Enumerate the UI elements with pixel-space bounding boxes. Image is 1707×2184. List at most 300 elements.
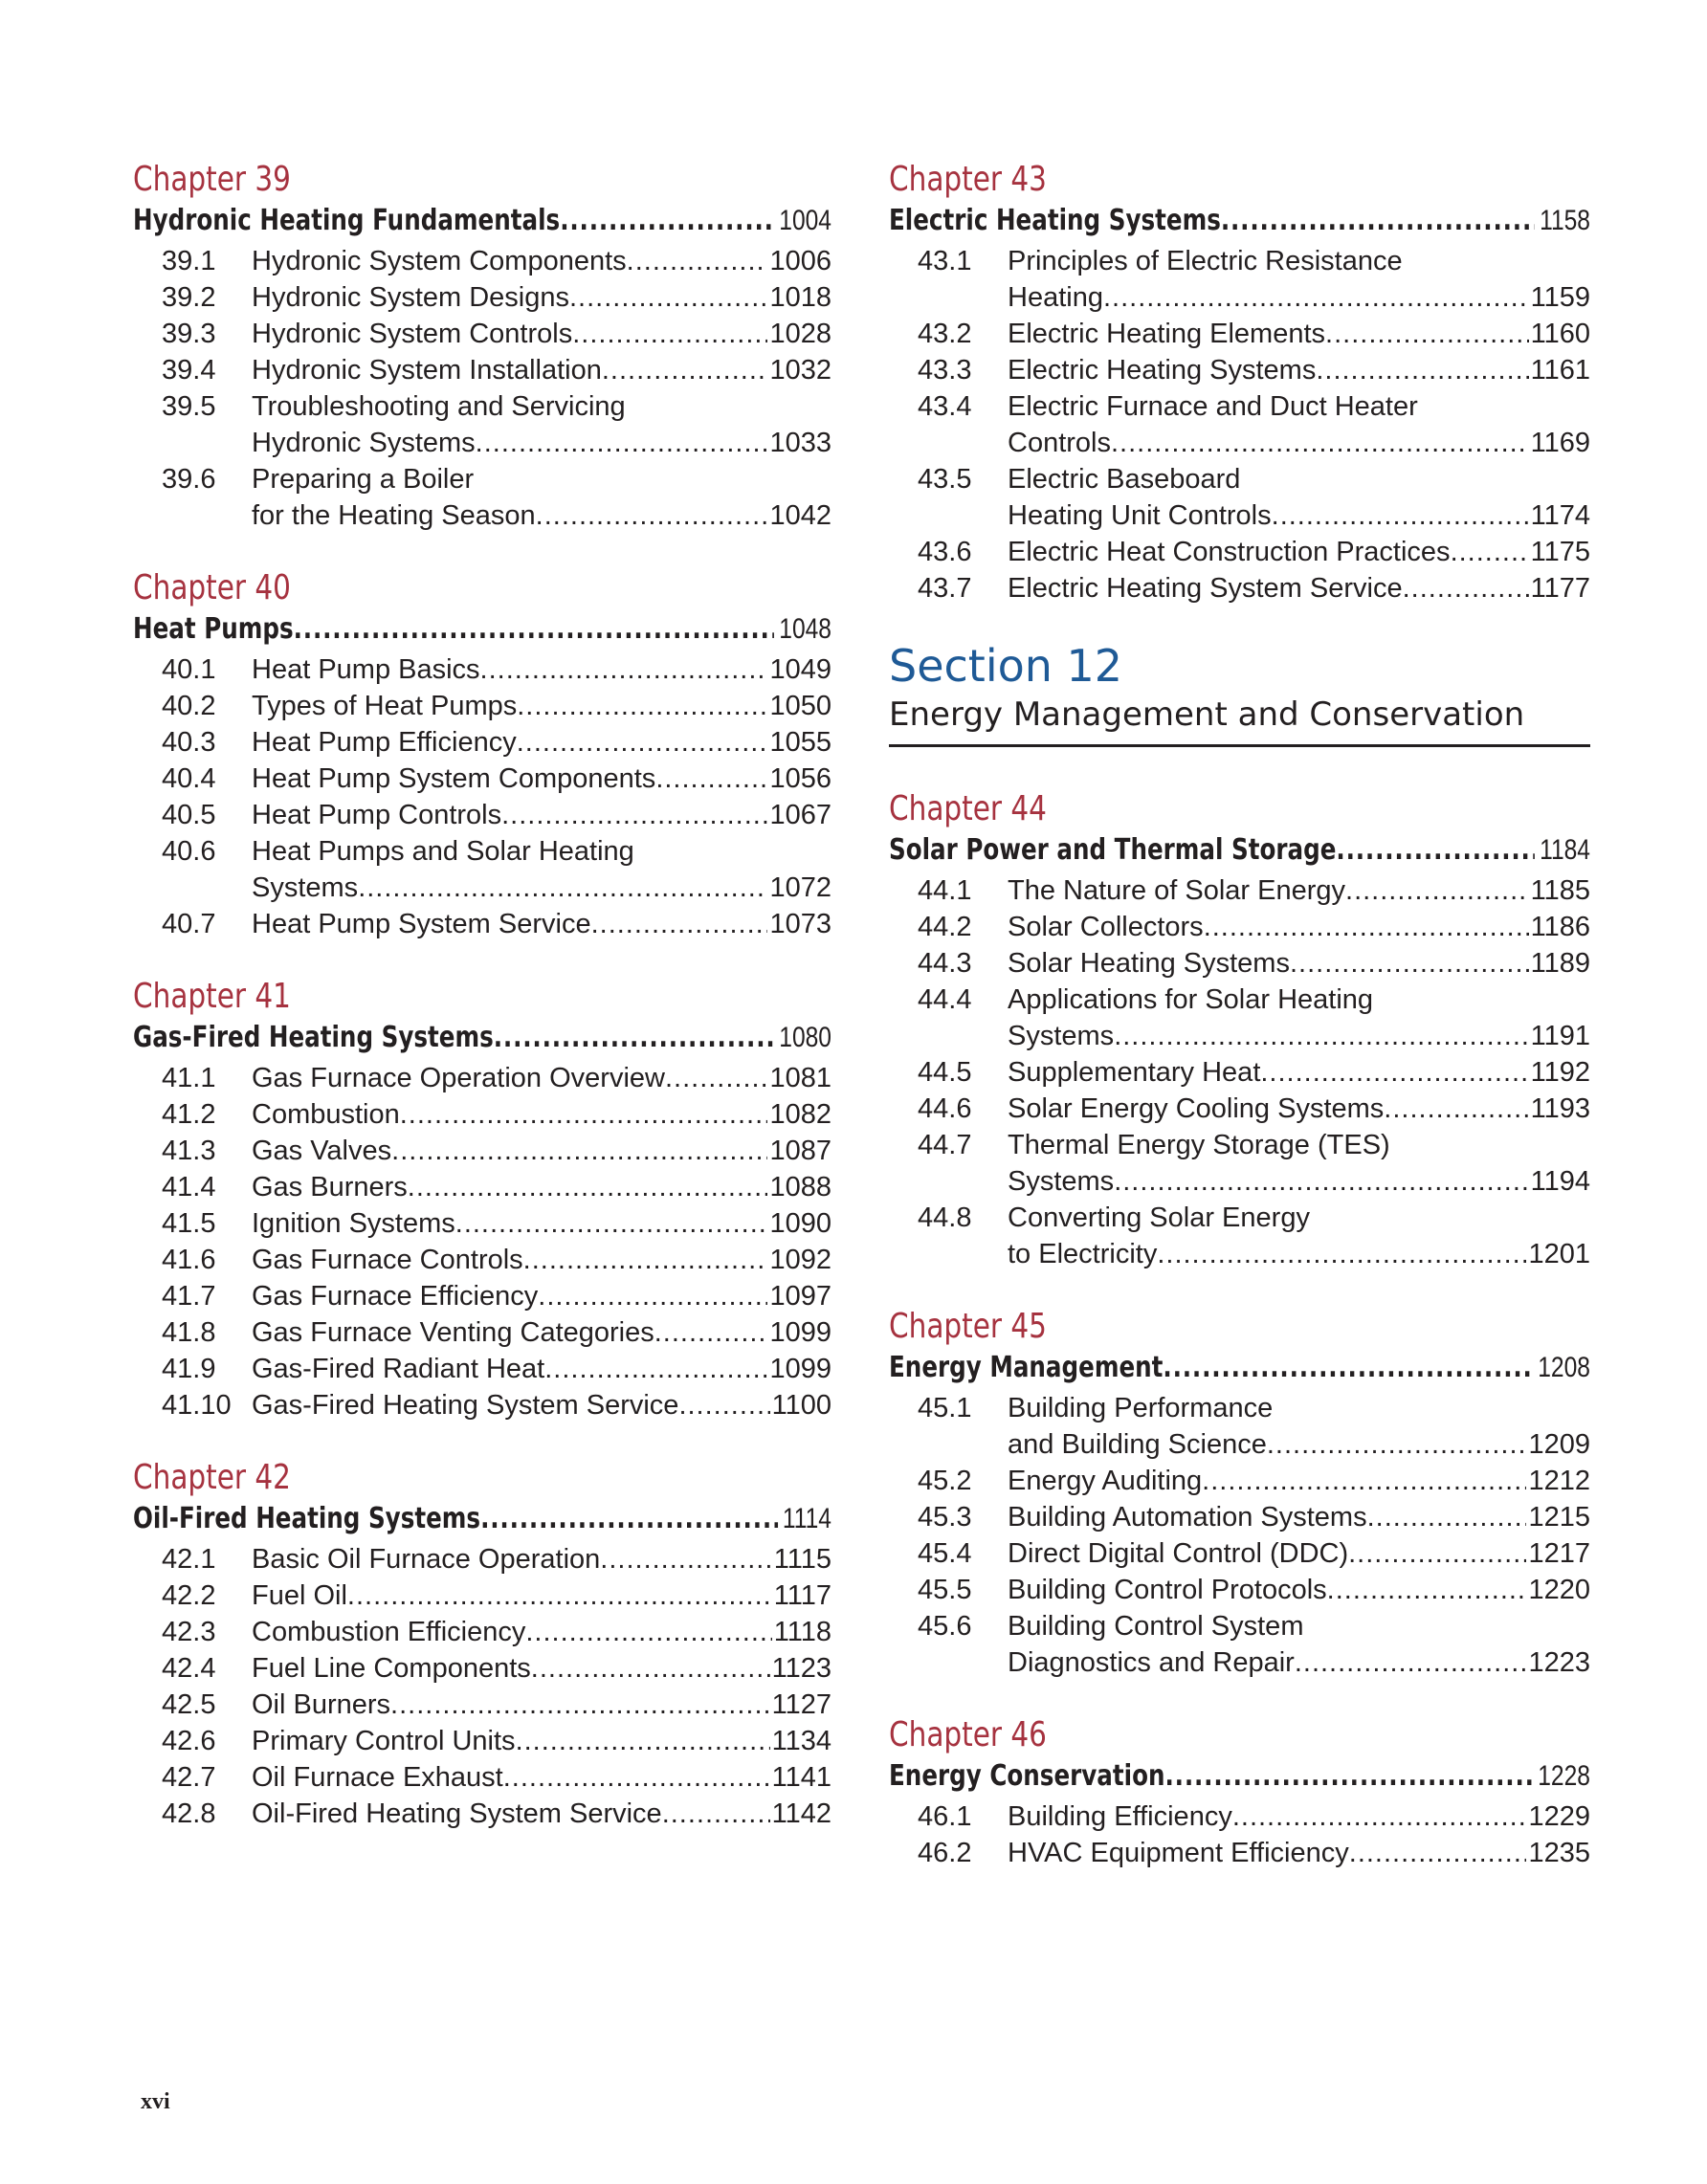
chapter-entries [889, 872, 1590, 1272]
entry-line [1008, 1798, 1590, 1835]
entry-line [252, 651, 831, 688]
entry-title: Gas-Fired Radiant Heat [252, 1354, 545, 1384]
chapter-title: Oil-Fired Heating Systems [133, 1502, 481, 1535]
toc-entry [133, 1169, 831, 1205]
entry-body [1008, 1535, 1590, 1572]
dot-leader [408, 1169, 768, 1205]
entry-number: 42.7 [162, 1762, 216, 1793]
entry-body [1008, 872, 1590, 909]
entry-page-number: 1142 [771, 1798, 831, 1829]
entry-page-number: 1088 [769, 1172, 831, 1202]
toc-entry [133, 316, 831, 352]
entry-page-number: 1159 [1530, 282, 1590, 313]
entry-page-number: 1229 [1528, 1801, 1590, 1832]
dot-leader [654, 1314, 768, 1351]
dot-leader [655, 761, 767, 797]
toc-entry [889, 316, 1590, 352]
dot-leader [600, 1541, 772, 1577]
entry-body [1008, 909, 1590, 945]
dot-leader [1336, 831, 1535, 870]
entry-number: 44.8 [918, 1202, 972, 1233]
entry-body [1008, 1200, 1590, 1272]
entry-page-number: 1174 [1530, 500, 1590, 531]
dot-leader [1345, 872, 1529, 909]
entry-title: Hydronic System Components [252, 246, 627, 276]
entry-number: 41.5 [162, 1208, 216, 1239]
entry-line [252, 1314, 831, 1351]
entry-title: Gas-Fired Heating System Service [252, 1390, 679, 1421]
entry-number: 42.2 [162, 1580, 216, 1611]
entry-body [1008, 1608, 1590, 1681]
entry-page-number: 1194 [1530, 1166, 1590, 1197]
chapter-title: Energy Management [889, 1351, 1164, 1384]
entry-line [1008, 945, 1590, 982]
toc-entry [889, 1572, 1590, 1608]
toc-entry [133, 1796, 831, 1832]
toc-entry [889, 1608, 1590, 1681]
entry-page-number: 1115 [773, 1544, 831, 1575]
entry-page-number: 1056 [769, 763, 831, 794]
chapter-entries [133, 1060, 831, 1423]
dot-leader [1290, 945, 1529, 982]
entry-body [1008, 388, 1590, 461]
dot-leader [1165, 1757, 1534, 1796]
dot-leader [1114, 1163, 1528, 1200]
entry-line [1008, 316, 1590, 352]
toc-entry [889, 570, 1590, 607]
dot-leader [525, 1614, 771, 1650]
entry-number: 45.1 [918, 1393, 972, 1423]
dot-leader [602, 352, 768, 388]
dot-leader [1325, 316, 1529, 352]
entry-body [1008, 316, 1590, 352]
chapter-block [889, 787, 1590, 1272]
entry-title: Supplementary Heat [1008, 1057, 1261, 1088]
dot-leader [1384, 1091, 1528, 1127]
entry-body [252, 352, 831, 388]
entry-title: Combustion Efficiency [252, 1617, 526, 1647]
entry-title: Ignition Systems [252, 1208, 455, 1239]
entry-body [252, 279, 831, 316]
chapter-title: Gas-Fired Heating Systems [133, 1021, 494, 1054]
dot-leader [678, 1387, 769, 1423]
chapter-title-line [889, 1757, 1590, 1796]
entry-title: Electric Heat Construction Practices [1008, 537, 1451, 567]
right-column [889, 158, 1590, 1904]
entry-page-number: 1217 [1528, 1538, 1590, 1569]
dot-leader [517, 688, 767, 724]
entry-body [252, 651, 831, 688]
chapter-heading: Chapter 45 [889, 1307, 1047, 1346]
toc-entry [133, 651, 831, 688]
entry-number: 39.4 [162, 355, 216, 386]
entry-number: 40.7 [162, 909, 216, 939]
entry-body [252, 243, 831, 279]
dot-leader [1114, 1018, 1528, 1054]
entry-number: 41.4 [162, 1172, 216, 1202]
entry-title: Heat Pumps and Solar Heating [252, 836, 634, 867]
entry-number: 40.5 [162, 800, 216, 830]
entry-number: 39.1 [162, 246, 216, 276]
entry-title: Solar Heating Systems [1008, 948, 1290, 979]
entry-number: 40.1 [162, 654, 216, 685]
dot-leader [1367, 1499, 1527, 1535]
entry-page-number: 1215 [1528, 1502, 1590, 1533]
entry-line [1008, 1463, 1590, 1499]
entry-line [1008, 1236, 1590, 1272]
entry-line [252, 1242, 831, 1278]
entry-number: 42.6 [162, 1726, 216, 1756]
entry-page-number: 1127 [771, 1689, 831, 1720]
dot-leader [1267, 1426, 1527, 1463]
toc-entry [889, 1127, 1590, 1200]
entry-line [252, 1278, 831, 1314]
dot-leader [347, 1577, 772, 1614]
chapter-entries [133, 243, 831, 534]
dot-leader [516, 1723, 770, 1759]
entry-line [1008, 279, 1590, 316]
entry-number: 41.9 [162, 1354, 216, 1384]
entry-title: Troubleshooting and Servicing [252, 391, 626, 422]
entry-number: 41.3 [162, 1136, 216, 1166]
entry-title: and Building Science [1008, 1429, 1267, 1460]
entry-line [252, 1205, 831, 1242]
entry-page-number: 1185 [1530, 875, 1590, 906]
entry-number: 44.4 [918, 984, 972, 1015]
entry-body [1008, 1127, 1590, 1200]
entry-title: to Electricity [1008, 1239, 1158, 1269]
dot-leader [1157, 1236, 1526, 1272]
entry-number: 43.6 [918, 537, 972, 567]
entry-body [252, 316, 831, 352]
chapter-page-number: 1048 [779, 613, 831, 645]
entry-title: Building Control Protocols [1008, 1575, 1327, 1605]
entry-body [252, 906, 831, 942]
entry-line [252, 1687, 831, 1723]
dot-leader [455, 1205, 768, 1242]
entry-title: Converting Solar Energy [1008, 1202, 1310, 1233]
entry-body [252, 1242, 831, 1278]
entry-body [252, 388, 831, 461]
toc-entry [889, 1054, 1590, 1091]
entry-line [252, 1096, 831, 1133]
entry-body [252, 1205, 831, 1242]
entry-line [1008, 1127, 1590, 1163]
entry-body [252, 1796, 831, 1832]
entry-body [1008, 1390, 1590, 1463]
dot-leader [390, 1687, 770, 1723]
entry-page-number: 1192 [1530, 1057, 1590, 1088]
chapter-entries [133, 1541, 831, 1832]
chapter-entries [889, 243, 1590, 607]
entry-title: Applications for Solar Heating [1008, 984, 1374, 1015]
entry-line [252, 1060, 831, 1096]
entry-line [252, 1351, 831, 1387]
entry-body [252, 1687, 831, 1723]
dot-leader [358, 870, 767, 906]
toc-entry [133, 1314, 831, 1351]
toc-entry [889, 1535, 1590, 1572]
entry-title: Gas Furnace Operation Overview [252, 1063, 665, 1093]
entry-body [1008, 982, 1590, 1054]
entry-number: 43.3 [918, 355, 972, 386]
toc-entry [133, 279, 831, 316]
toc-entry [133, 1723, 831, 1759]
entry-title: Systems [252, 872, 359, 903]
entry-body [252, 461, 831, 534]
entry-page-number: 1099 [769, 1317, 831, 1348]
entry-title: Primary Control Units [252, 1726, 516, 1756]
entry-line [1008, 909, 1590, 945]
entry-body [252, 1314, 831, 1351]
entry-body [252, 1650, 831, 1687]
dot-leader [501, 797, 767, 833]
entry-number: 42.8 [162, 1798, 216, 1829]
entry-title: Hydronic Systems [252, 428, 476, 458]
entry-body [1008, 1798, 1590, 1835]
entry-title: Hydronic System Designs [252, 282, 569, 313]
entry-page-number: 1223 [1528, 1647, 1590, 1678]
entry-number: 45.3 [918, 1502, 972, 1533]
dot-leader [544, 1351, 767, 1387]
entry-number: 45.4 [918, 1538, 972, 1569]
dot-leader [1327, 1572, 1527, 1608]
entry-page-number: 1042 [769, 500, 831, 531]
dot-leader [560, 202, 774, 240]
entry-body [252, 761, 831, 797]
chapter-heading: Chapter 46 [889, 1715, 1047, 1754]
entry-body [1008, 461, 1590, 534]
entry-number: 43.4 [918, 391, 972, 422]
chapter-block [133, 975, 831, 1423]
entry-body [252, 1759, 831, 1796]
entry-page-number: 1049 [769, 654, 831, 685]
entry-page-number: 1072 [769, 872, 831, 903]
left-column [133, 158, 831, 1864]
entry-line [1008, 1608, 1590, 1644]
entry-line [252, 1650, 831, 1687]
entry-title: Thermal Energy Storage (TES) [1008, 1130, 1390, 1160]
entry-page-number: 1235 [1528, 1838, 1590, 1868]
dot-leader [1272, 497, 1529, 534]
dot-leader [1316, 352, 1528, 388]
dot-leader [1232, 1798, 1527, 1835]
entry-title: Gas Furnace Venting Categories [252, 1317, 654, 1348]
chapter-page-number: 1080 [779, 1022, 831, 1053]
entry-line [252, 1759, 831, 1796]
entry-title: for the Heating Season [252, 500, 536, 531]
dot-leader [503, 1759, 770, 1796]
entry-number: 41.7 [162, 1281, 216, 1312]
entry-line [1008, 1018, 1590, 1054]
entry-body [252, 1096, 831, 1133]
entry-line [1008, 1200, 1590, 1236]
toc-entry [133, 833, 831, 906]
entry-body [252, 1614, 831, 1650]
toc-entry [133, 1759, 831, 1796]
entry-title: Oil Burners [252, 1689, 391, 1720]
entry-line [252, 906, 831, 942]
toc-entry [889, 243, 1590, 316]
entry-body [1008, 1091, 1590, 1127]
dot-leader [665, 1060, 768, 1096]
entry-line [1008, 425, 1590, 461]
chapter-heading: Chapter 41 [133, 977, 291, 1016]
entry-body [252, 1723, 831, 1759]
entry-number: 46.1 [918, 1801, 972, 1832]
entry-number: 41.6 [162, 1245, 216, 1275]
dot-leader [1295, 1644, 1527, 1681]
entry-page-number: 1175 [1530, 537, 1590, 567]
entry-line [1008, 1091, 1590, 1127]
toc-entry [889, 461, 1590, 534]
chapter-block [133, 566, 831, 942]
dot-leader [1221, 202, 1535, 240]
entry-body [1008, 1835, 1590, 1871]
dot-leader [1451, 534, 1529, 570]
chapter-block [133, 1456, 831, 1832]
entry-line [1008, 1835, 1590, 1871]
entry-line [1008, 461, 1590, 497]
entry-body [1008, 352, 1590, 388]
entry-number: 43.2 [918, 319, 972, 349]
toc-entry [133, 1614, 831, 1650]
entry-line [1008, 352, 1590, 388]
chapter-block [889, 1713, 1590, 1871]
entry-page-number: 1189 [1530, 948, 1590, 979]
entry-number: 45.6 [918, 1611, 972, 1642]
chapter-heading: Chapter 44 [889, 789, 1047, 828]
entry-line [252, 833, 831, 870]
entry-title: Heat Pump Basics [252, 654, 480, 685]
entry-title: Controls [1008, 428, 1111, 458]
dot-leader [531, 1650, 770, 1687]
entry-page-number: 1082 [769, 1099, 831, 1130]
entry-title: Heat Pump Controls [252, 800, 502, 830]
toc-entry [889, 534, 1590, 570]
entry-number: 44.6 [918, 1093, 972, 1124]
chapter-page-number: 1184 [1540, 834, 1590, 866]
entry-body [1008, 534, 1590, 570]
dot-leader [1348, 1535, 1526, 1572]
toc-entry [889, 1835, 1590, 1871]
chapter-entries [889, 1390, 1590, 1681]
entry-number: 46.2 [918, 1838, 972, 1868]
entry-page-number: 1117 [773, 1580, 831, 1611]
entry-title: Building Efficiency [1008, 1801, 1232, 1832]
chapter-title-line [133, 1019, 831, 1057]
entry-title: Electric Baseboard [1008, 464, 1241, 495]
entry-title: Types of Heat Pumps [252, 691, 518, 721]
right-column-bottom [889, 787, 1590, 1871]
entry-title: Solar Energy Cooling Systems [1008, 1093, 1385, 1124]
entry-line [1008, 1499, 1590, 1535]
entry-number: 39.2 [162, 282, 216, 313]
entry-line [252, 425, 831, 461]
dot-leader [494, 1019, 775, 1057]
toc-entry [133, 352, 831, 388]
entry-page-number: 1033 [769, 428, 831, 458]
entry-title: Heating Unit Controls [1008, 500, 1272, 531]
chapter-heading: Chapter 40 [133, 568, 291, 607]
entry-page-number: 1191 [1530, 1021, 1590, 1051]
entry-page-number: 1081 [769, 1063, 831, 1093]
entry-page-number: 1118 [773, 1617, 831, 1647]
entry-line [252, 1133, 831, 1169]
section-block [889, 639, 1590, 747]
entry-number: 44.5 [918, 1057, 972, 1088]
entry-title: Building Automation Systems [1008, 1502, 1367, 1533]
entry-title: Hydronic System Installation [252, 355, 602, 386]
entry-title: Electric Heating Systems [1008, 355, 1317, 386]
entry-title: Gas Furnace Controls [252, 1245, 523, 1275]
entry-title: Electric Furnace and Duct Heater [1008, 391, 1418, 422]
entry-number: 40.2 [162, 691, 216, 721]
entry-page-number: 1050 [769, 691, 831, 721]
chapter-page-number: 1208 [1538, 1352, 1590, 1383]
dot-leader [569, 279, 767, 316]
right-column-top [889, 158, 1590, 607]
entry-title: Electric Heating Elements [1008, 319, 1326, 349]
entry-line [1008, 388, 1590, 425]
entry-line [252, 761, 831, 797]
entry-number: 45.5 [918, 1575, 972, 1605]
toc-entry [133, 1060, 831, 1096]
toc-entry [133, 688, 831, 724]
entry-title: Principles of Electric Resistance [1008, 246, 1403, 276]
entry-number: 39.5 [162, 391, 216, 422]
entry-line [252, 1169, 831, 1205]
dot-leader [627, 243, 768, 279]
dot-leader [591, 906, 768, 942]
entry-title: Energy Auditing [1008, 1466, 1203, 1496]
toc-entry [133, 1387, 831, 1423]
dot-leader [1403, 570, 1529, 607]
toc-entry [133, 1650, 831, 1687]
entry-body [252, 1577, 831, 1614]
toc-entry [133, 1351, 831, 1387]
toc-entry [133, 1541, 831, 1577]
entry-body [1008, 1463, 1590, 1499]
toc-entry [133, 1133, 831, 1169]
section-title: Energy Management and Conservation [889, 693, 1590, 747]
entry-page-number: 1100 [771, 1390, 831, 1421]
toc-entry [133, 761, 831, 797]
entry-number: 44.7 [918, 1130, 972, 1160]
entry-title: Gas Burners [252, 1172, 408, 1202]
entry-line [1008, 1535, 1590, 1572]
chapter-entries [133, 651, 831, 942]
entry-line [252, 388, 831, 425]
chapter-title-line [889, 831, 1590, 870]
entry-line [252, 352, 831, 388]
entry-number: 43.7 [918, 573, 972, 604]
entry-number: 42.5 [162, 1689, 216, 1720]
entry-page-number: 1073 [769, 909, 831, 939]
entry-body [1008, 570, 1590, 607]
entry-page-number: 1177 [1530, 573, 1590, 604]
chapter-title-line [133, 610, 831, 649]
chapter-block [889, 1305, 1590, 1681]
entry-body [252, 688, 831, 724]
entry-line [1008, 1644, 1590, 1681]
toc-entry [133, 461, 831, 534]
entry-title: Gas Furnace Efficiency [252, 1281, 539, 1312]
toc-entry [889, 1798, 1590, 1835]
entry-number: 43.1 [918, 246, 972, 276]
toc-entry [133, 388, 831, 461]
entry-page-number: 1097 [769, 1281, 831, 1312]
